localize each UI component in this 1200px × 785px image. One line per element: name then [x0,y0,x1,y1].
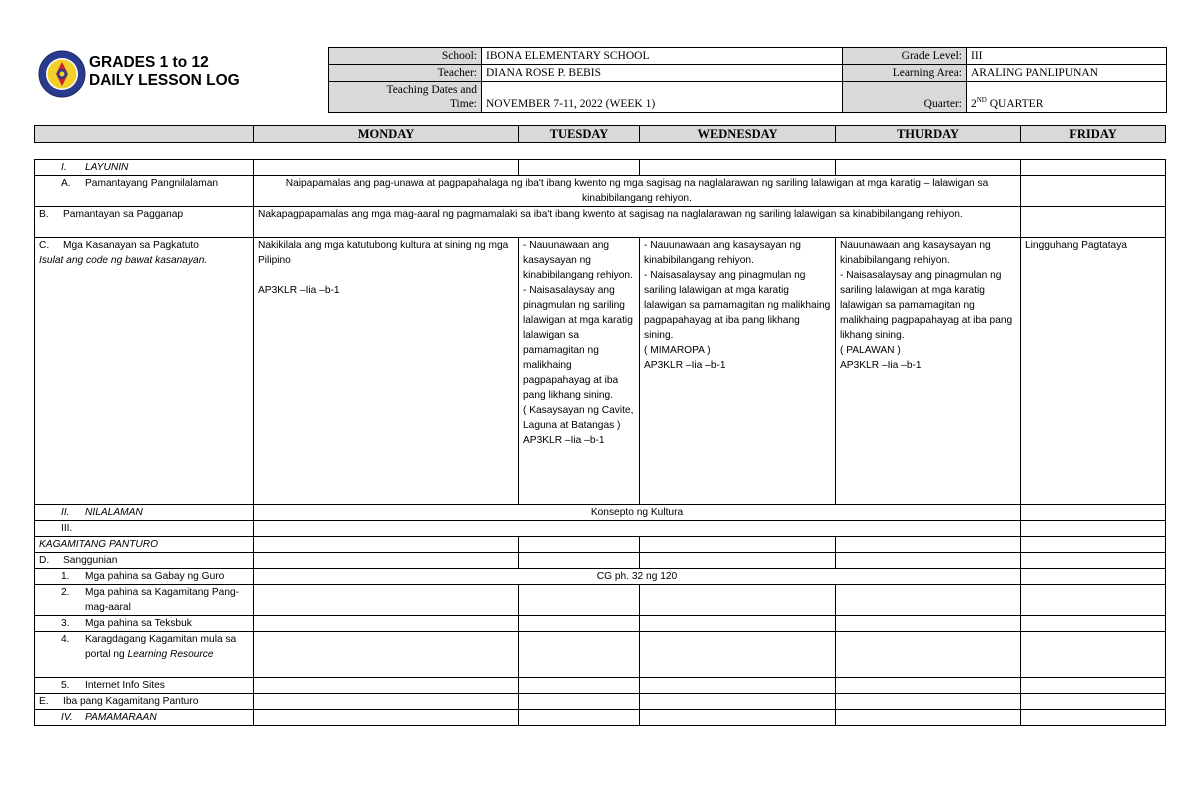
kagamitang-panturo-label: KAGAMITANG PANTURO [35,537,254,553]
cell [254,585,519,616]
grade-value: III [967,48,1167,65]
row-pamamaraan [35,710,1166,726]
day-tuesday: TUESDAY [519,126,640,143]
pamamaraan-number: IV. [61,712,73,723]
cell [1021,553,1166,569]
internet-number: 5. [61,680,70,691]
cell [1021,616,1166,632]
kasanayan-tuesday: - Nauunawaan ang kasaysayan ng kinabibilangang rehiyon. - Naisasalaysay ang pinagmulan ng sariling lalawigan at mga karatig lalawigan sa pamamagitan ng malikhaing pagpapahayag at iba pang likhang sining. ( Kasaysayan ng Cavite, Laguna at Batangas ) AP3KLR –Iia –b-1 [519,238,640,505]
cell [640,694,836,710]
kasanayan-label [35,238,254,505]
cell [1021,160,1166,176]
cell [640,585,836,616]
row-internet [35,678,1166,694]
nilalaman-text: NILALAMAN [85,507,143,518]
iba-pang-number: E. [39,696,49,707]
kagamitang-mag-aaral-number: 2. [61,587,70,598]
cell [836,585,1021,616]
title-line-2: DAILY LESSON LOG [89,72,240,89]
cell [836,160,1021,176]
school-label: School: [329,48,482,65]
internet-text: Internet Info Sites [85,680,165,691]
cell [519,632,640,678]
sanggunian-label [35,553,254,569]
row-teksbuk [35,616,1166,632]
quarter-label: Quarter: [843,82,967,113]
day-wednesday: WEDNESDAY [640,126,836,143]
teacher-value: DIANA ROSE P. BEBIS [482,65,843,82]
cell [1021,521,1166,537]
cell [519,616,640,632]
cell [519,553,640,569]
cell [640,678,836,694]
iba-pang-text: Iba pang Kagamitang Panturo [63,696,199,707]
nilalaman-label [35,505,254,521]
cell [1021,585,1166,616]
cell [1021,678,1166,694]
pamantayan-pagganap-label [35,207,254,238]
cell [254,553,519,569]
cell [836,616,1021,632]
pamantayang-pangnilalaman-label [35,176,254,207]
cell [519,585,640,616]
pamamaraan-label [35,710,254,726]
dates-label-line-2: Time: [449,98,477,110]
day-thursday: THURDAY [836,126,1021,143]
cell [254,616,519,632]
cell [254,537,519,553]
row-kagamitang-mag-aaral [35,585,1166,616]
school-value: IBONA ELEMENTARY SCHOOL [482,48,843,65]
cell [254,694,519,710]
karagdagang-text [85,632,249,662]
cell [254,678,519,694]
cell [640,616,836,632]
iba-pang-label [35,694,254,710]
cell [519,537,640,553]
title-line-1: GRADES 1 to 12 [89,54,209,71]
quarter-value [967,82,1167,113]
area-label: Learning Area: [843,65,967,82]
kasanayan-monday: Nakikilala ang mga katutubong kultura at sining ng mga Pilipino AP3KLR –Iia –b-1 [254,238,519,505]
cell [519,678,640,694]
cell [836,553,1021,569]
cell [519,694,640,710]
pg-number: B. [39,209,49,220]
kasanayan-number: C. [39,240,50,251]
cell [1021,505,1166,521]
pamantayan-pagganap-content: Nakapagpapamalas ang mga mag-aaral ng pagmamalaki sa iba't ibang kwento at sagisag na naglalarawan ng sariling lalawigan sa kinabibilangang rehiyon. [254,207,1021,238]
kasanayan-text: Mga Kasanayan sa Pagkatuto [63,240,199,251]
sanggunian-number: D. [39,555,50,566]
karagdagang-number: 4. [61,634,70,645]
cell [254,632,519,678]
kasanayan-wednesday: - Nauunawaan ang kasaysayan ng kinabibilangang rehiyon. - Naisasalaysay ang pinagmulan ng sariling lalawigan at mga karatig lalawigan sa pamamagitan ng malikhaing pagpapahayag at iba pang likhang sining. ( MIMAROPA ) AP3KLR –Iia –b-1 [640,238,836,505]
row-gabay-guro [35,569,1166,585]
cell [836,710,1021,726]
pamamaraan-text: PAMAMARAAN [85,712,157,723]
layunin-number: I. [61,162,67,173]
internet-label [35,678,254,694]
deped-seal-icon [38,50,86,98]
days-header [34,125,1166,143]
cell [519,160,640,176]
teacher-label: Teacher: [329,65,482,82]
dates-label [329,82,482,113]
row-karagdagang [35,632,1166,678]
dates-label-line-1: Teaching Dates and [386,84,477,96]
cell [836,678,1021,694]
nilalaman-content: Konsepto ng Kultura [254,505,1021,521]
cell [254,521,1021,537]
kasanayan-thursday: Nauunawaan ang kasaysayan ng kinabibilangang rehiyon. - Naisasalaysay ang pinagmulan ng sariling lalawigan at mga karatig lalawigan sa pamamagitan ng malikhaing pagpapahayag at iba pang likhang sining. ( PALAWAN ) AP3KLR –Iia –b-1 [836,238,1021,505]
row-kasanayan [35,238,1166,505]
kasanayan-friday: Lingguhang Pagtataya [1021,238,1166,505]
pp-text: Pamantayang Pangnilalaman [85,178,219,189]
row-iba-pang [35,694,1166,710]
cell [1021,632,1166,678]
cell [640,710,836,726]
quarter-number: 2 [971,98,977,110]
cell [1021,710,1166,726]
row-nilalaman [35,505,1166,521]
row-iii [35,521,1166,537]
cell [836,694,1021,710]
row-layunin [35,160,1166,176]
teksbuk-label [35,616,254,632]
pp-number: A. [61,178,71,189]
lesson-log-table [34,159,1166,726]
nilalaman-number: II. [61,507,70,518]
grade-label: Grade Level: [843,48,967,65]
row-sanggunian [35,553,1166,569]
teksbuk-text: Mga pahina sa Teksbuk [85,618,192,629]
day-friday: FRIDAY [1021,126,1166,143]
cell [640,553,836,569]
gabay-guro-content: CG ph. 32 ng 120 [254,569,1021,585]
area-value: ARALING PANLIPUNAN [967,65,1167,82]
cell [836,632,1021,678]
row-pamantayan-pagganap [35,207,1166,238]
day-monday: MONDAY [254,126,519,143]
karagdagang-label [35,632,254,678]
cell [640,160,836,176]
cell [254,710,519,726]
cell [1021,207,1166,238]
gabay-guro-label [35,569,254,585]
gabay-guro-text: Mga pahina sa Gabay ng Guro [85,571,225,582]
cell [254,160,519,176]
karagdagang-text-italic: Learning Resource [127,649,214,660]
pg-text: Pamantayan sa Pagganap [63,209,184,220]
document-title [89,54,240,90]
quarter-suffix: ND [976,96,987,105]
info-table [328,47,1167,113]
iii-number: III. [61,523,73,534]
pamantayang-pangnilalaman-content: Naipapamalas ang pag-unawa at pagpapahalaga ng iba't ibang kwento ng mga sagisag na naglalarawan ng sariling lalawigan at mga karatig – lalawigan sa kinabibilangang rehiyon. [254,176,1021,207]
dates-value: NOVEMBER 7-11, 2022 (WEEK 1) [482,82,843,113]
layunin-label [35,160,254,176]
days-header-blank [35,126,254,143]
quarter-word: QUARTER [986,98,1044,110]
kagamitang-mag-aaral-text: Mga pahina sa Kagamitang Pang-mag-aaral [85,587,240,613]
gabay-guro-number: 1. [61,571,70,582]
karagdagang-text-main: Karagdagang Kagamitan mula sa portal ng [85,634,237,660]
cell [1021,694,1166,710]
cell [1021,176,1166,207]
cell [640,632,836,678]
row-kagamitang-panturo [35,537,1166,553]
iii-label [35,521,254,537]
cell [836,537,1021,553]
kasanayan-sublabel: Isulat ang code ng bawat kasanayan. [39,255,208,266]
sanggunian-text: Sanggunian [63,555,118,566]
kagamitang-mag-aaral-label [35,585,254,616]
teksbuk-number: 3. [61,618,70,629]
layunin-text: LAYUNIN [85,162,129,173]
row-pamantayang-pangnilalaman [35,176,1166,207]
cell [1021,537,1166,553]
cell [1021,569,1166,585]
kasanayan-title [39,238,249,253]
cell [640,537,836,553]
cell [519,710,640,726]
